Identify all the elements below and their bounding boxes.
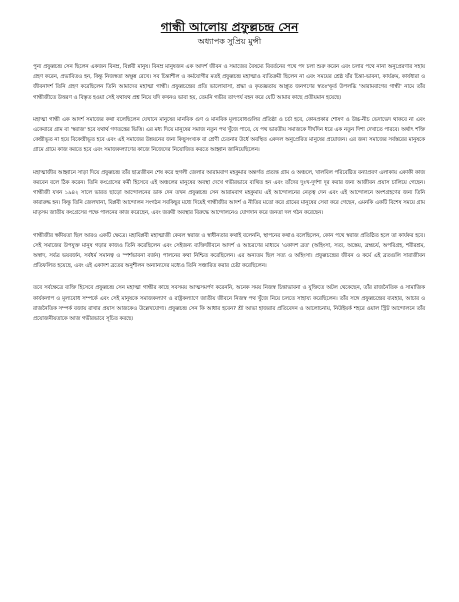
- body-paragraph: মহাত্মা গান্ধী এক আদর্শ সমাজের কথা বলেছিলেন যেখানে মানুষের মানবিক গুণ ও মানবিক মূল্যবোধগুলির প্রতিষ্ঠা ও চর্চা হবে, কোনপ্রকার শোষণ ও উচ্চ-নীচ ভেদাভেদ থাকবে না এবং একেবারে গ্রাম বা 'স্বরাজ' হবে যথার্থ গণতন্ত্রের ভিত্তি। এর মধ্য দিয়ে মানুষের সমাজ নতুন পথ খুঁজে পাবে, যে পথ ভারতীয় সমাজকে দীর্ঘদিন ধরে এক নতুন দিশা দেখাতে পারবে। অর্থাৎ শক্তি কেন্দ্রীভূত না হয়ে বিকেন্দ্রীভূত হবে এবং এই সমাজের উন্নয়নের জন্য কিছুসংখ্যক বা শ্রেণী চেতনার উর্ধে অবস্থিত একদল অনুপ্রেরিত মানুষের প্রয়োজন। এর জন্য সমাজের সর্বস্তরের মানুষকে গ্রামে গ্রামে কাজ করতে হবে এবং সমাজকল্যাণের কাজে নিজেদের নিয়োজিত করতে আহ্বান জানিয়েছিলেন।: [33, 116, 425, 154]
- document-body: [33, 62, 425, 336]
- body-paragraph: পুন্য প্রফুল্লচন্দ্র সেন ছিলেন একজন বিনম্র, বিপ্লবী মানুষ। বিনম্র মানুষজন এক আদর্শ জীবন ও সমাজের বৈষম্যে বিবর্তনের পথে পদ চলা শুরু করেন এবং চলার পথে নানা অনুপ্রেরণার সহায় গ্রহণ করেন, প্রভাবিতও হন, কিন্তু নিজস্বতা অক্ষুন্ন রেখে। সব চিন্তাশীল ও কর্মযোগীর মতই প্রফুল্লচন্দ্র মহাত্মাও ব্যতিক্রমী ছিলেন না এবং সময়ের শ্রেষ্ঠ যাঁর চিন্তা-ভাবনা, কার্যক্রম, কার্যধারা ও জীবনাদর্শ তিনি গ্রহণ করেছিলেন তিনি আমাদের মহাত্মা গান্ধী। প্রফুল্লচন্দ্রের প্রতি ভালোবাসা, শ্রদ্ধা ও কৃতজ্ঞতায় আপ্লুত জনগণের স্বতঃস্ফূর্ত উপলব্ধি 'আরামবাগের গান্ধী' নামে তাঁর গান্ধীজীতে উত্তরণ ও বিস্তৃত হওয়া সেই যথাযথ প্রশ্ন নিয়ে যদি কখনও ভাবা হয়, তেমনি গভীর তাৎপর্য বহন করে যেটি আমার কাছে প্রতীয়মান হয়েছে।: [33, 64, 425, 101]
- body-paragraph: তবে সর্বক্ষেত্রে ব্যক্তি হিসেবে প্রফুল্লচন্দ্র সেন মহাত্মা গান্ধীর কাছে সবসময় আত্মসমর্পণ করেননি, অনেক সময় নিজস্ব চিন্তাভাবনা ও যুক্তিতে অটল থেকেছেন, তাঁর রাজনৈতিক ও সামাজিক কার্যকলাপ ও মূল্যবোধ সম্পর্কে এবং সেই মানুষকে সমাজকল্যাণ ও রাষ্ট্রকল্যাণে জাতীয় জীবনে নিজস্ব পথ খুঁজে নিয়ে চলতে সাহায্য করেছিলেন। তাঁর সঙ্গে প্রফুল্লচন্দ্রের ব্যবহার, আচার ও রাজনৈতিক সম্পর্ক বজায় রাখার প্রয়াস আজকেও উল্লেখযোগ্য। প্রফুল্লচন্দ্র সেন কি আধার হবেন? শ্রী আভা হাজরার প্রতিবেদন ও আলোচনায়, নিউইয়র্ক শহরে ওয়াল স্ট্রিট আন্দোলনে তাঁর প্রয়োজনীয়তাকে আজ গভীরভাবে সূচিত করছে।: [33, 285, 425, 323]
- document-title-text: গান্ধী আলোয় প্রফুল্লচন্দ্র সেন: [160, 20, 299, 34]
- document-title: [0, 20, 459, 34]
- body-paragraph: মহাত্মাজীর আহ্বানে সাড়া দিয়ে প্রফুল্লচন্দ্র তাঁর ছাত্রজীবন শেষ করে হুগলী জেলার আরামবাগ মহকুমার অন্তর্গত প্রত্যন্ত গ্রাম ও অঞ্চলে, খালবিল পরিবেষ্টিত বন্যাপ্রবণ এলাকায় একাকী কাজ করবেন বলে ঠিক করেন। তিনি কংগ্রেসের কর্মী হিসেবে এই অঞ্চলের মানুষের অবস্থা দেখে গভীরভাবে ব্যথিত হন এবং তাঁদের দুঃখ-দুর্দশা দূর করার জন্য আজীবন প্রয়াস চালিয়ে গেছেন। গান্ধীজী যখন ১৯৪২ সালে ভারত ছাড়ো আন্দোলনের ডাক দেন তখন প্রফুল্লচন্দ্র সেন আরামবাগ মহকুমায় এই আন্দোলনের নেতৃত্ব দেন এবং এই আন্দোলনে অংশগ্রহণের জন্য তিনি কারারুদ্ধ হন। কিন্তু তিনি জেলখানা, বিপ্লবী আন্দোলন সংগঠন সবকিছুর মধ্যে দিয়েই গান্ধীজীর আদর্শ ও নীতির মতো করে গ্রামের মানুষের সেবা করে গেছেন, এমনকি একটি বিশেষ সময়ে গ্রাম মাতৃসম জাতীয় কংগ্রেসের পক্ষে পালনের কাজ করেছেন, এবং জরুরী অবস্থার বিরুদ্ধে আন্দোলনেও যোগদান করে জনতা দল গঠন করেছেন।: [33, 169, 425, 217]
- document-author: অধ্যাপক সুপ্রিয় মুন্সী: [197, 37, 262, 46]
- body-paragraph: গান্ধীজীর স্বকীয়তা ছিল আরও একটি ক্ষেত্রে। মহাবিপ্লবী মহাত্মাজী কেবল স্বরাজ ও স্বাধীনতার কথাই বলেননি, স্থাপনের কথাও বলেছিলেন, কোন পথে স্বরাজ প্রতিষ্ঠিত হলে তা কার্যকর হবে। সেই সমাজের উপযুক্ত মানুষ গড়ার কাজও তিনি করেছিলেন এবং সেইজন্য ব্যক্তিজীবনে আদর্শ ও আচরণের মাধ্যমে 'একাদশ ব্রত' (অহিংসা, সত্য, অস্তেয়, ব্রহ্মচর্য, অপরিগ্রহ, শরীরশ্রম, অস্বাদ, সর্বত্র ভয়বর্জন, সর্বধর্ম সমানত্ব ও স্পর্শভাবনা বর্জন) পালনের কথা নিশ্চিত করেছিলেন। এর অন্যতম ছিল সত্য ও অহিংসা। প্রফুল্লচন্দ্রের জীবন ও কর্মে এই ব্রতগুলি সারাজীবন প্রতিফলিত হয়েছে, এবং এই একাদশ ব্রতের অনুশীলন অন্যান্যদের মধ্যেও তিনি সঞ্চারিত করার চেষ্টা করেছিলেন।: [33, 232, 425, 270]
